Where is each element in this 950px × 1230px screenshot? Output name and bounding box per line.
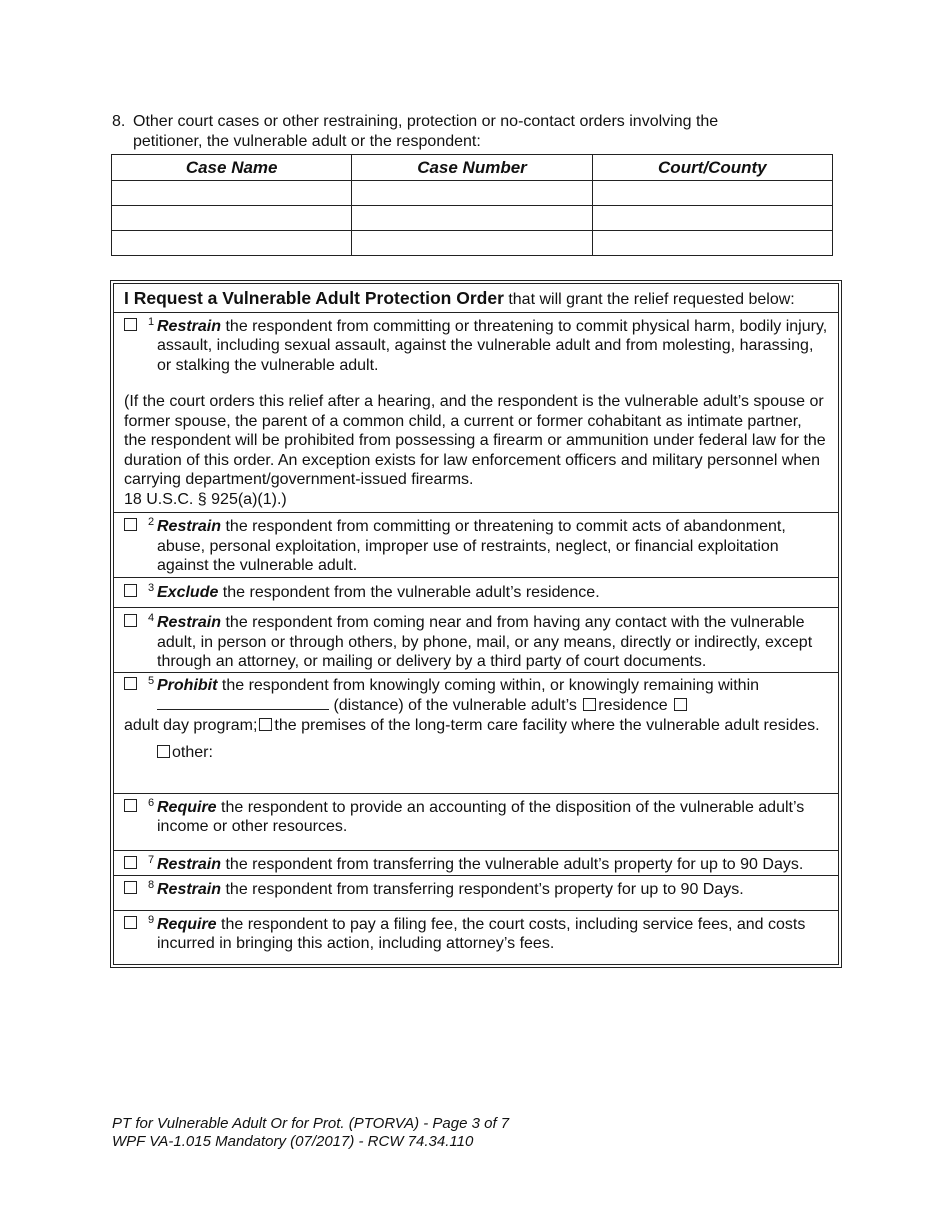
table-row — [112, 231, 833, 256]
item-verb: Restrain — [157, 855, 222, 873]
table-cell[interactable] — [112, 181, 352, 206]
item-text: the respondent from committing or threatening to commit physical harm, bodily injury, assault, including sexual assault, against the vulnerable adult and from molesting, harassing, or stalking the vulnerable adult. — [157, 317, 828, 374]
question-number: 8. — [112, 113, 126, 130]
page-footer — [112, 1115, 509, 1151]
item-text: the respondent from coming near and from having any contact with the vulnerable adult, in person or through others, by phone, mail, or any means, directly or indirectly, except through an attorney, or mailing or delivery by a third party of court documents. — [157, 614, 813, 670]
other-option — [124, 743, 828, 763]
item-text: the respondent to pay a filing fee, the court costs, including service fees, and costs incurred in bringing this action, including attorney’s fees. — [157, 915, 806, 952]
relief-item-6 — [114, 793, 838, 850]
residence-label: residence — [598, 697, 668, 714]
item-verb: Restrain — [157, 317, 222, 335]
item-verb: Require — [157, 798, 217, 816]
item-number: 9 — [148, 913, 155, 926]
item-number: 4 — [148, 612, 155, 624]
relief-checkbox-2[interactable] — [124, 518, 137, 531]
request-heading-bold: I Request a Vulnerable Adult Protection Order — [124, 288, 504, 308]
item-text: the respondent from knowingly coming within, or knowingly remaining within — [217, 676, 760, 694]
relief-checkbox-1[interactable] — [124, 318, 137, 331]
table-header-row — [112, 155, 833, 181]
relief-item-4 — [114, 607, 838, 672]
item-number: 8 — [148, 879, 155, 891]
footer-line2: WPF VA-1.015 Mandatory (07/2017) - RCW 74.34.110 — [112, 1133, 474, 1150]
item-number: 7 — [148, 853, 155, 866]
item-text: the respondent to provide an accounting of the disposition of the vulnerable adult’s income or other resources. — [157, 798, 805, 835]
item-text: the respondent from the vulnerable adult’s residence. — [218, 583, 600, 601]
firearm-note: (If the court orders this relief after a hearing, and the respondent is the vulnerable adult’s spouse or former spouse, the parent of a common child, a current or former cohabitant as intimate partner, the respondent will be prohibited from possessing a firearm or ammunition under federal law for the duration of this order. An exception exists for law enforcement officers and military personnel when carrying department/government-issued firearms. — [124, 393, 826, 488]
footer-line1: PT for Vulnerable Adult Or for Prot. (PTORVA) - Page 3 of 7 — [112, 1115, 510, 1132]
request-heading-rest: that will grant the relief requested below: — [503, 291, 795, 308]
table-cell[interactable] — [352, 181, 592, 206]
item-text: the respondent from transferring the vulnerable adult’s property for up to 90 Days. — [221, 855, 804, 873]
relief-item-5 — [114, 672, 838, 793]
table-cell[interactable] — [112, 206, 352, 231]
table-row — [112, 181, 833, 206]
item-verb: Restrain — [157, 881, 222, 898]
distance-input[interactable] — [157, 695, 329, 710]
item-number: 3 — [148, 581, 155, 594]
relief-item-2 — [114, 512, 838, 577]
header-case-name: Case Name — [112, 155, 352, 181]
workplace-checkbox[interactable] — [674, 698, 687, 711]
relief-checkbox-7[interactable] — [124, 856, 137, 869]
item-number: 6 — [148, 796, 155, 809]
table-cell[interactable] — [592, 206, 832, 231]
other-checkbox[interactable] — [157, 745, 170, 758]
item-verb: Restrain — [157, 614, 222, 631]
question-text-line2: petitioner, the vulnerable adult or the respondent: — [133, 132, 481, 150]
distance-label: (distance) of the vulnerable adult’s — [329, 697, 582, 714]
item-verb: Require — [157, 915, 217, 933]
item-text: the respondent from committing or threatening to commit acts of abandonment, abuse, personal exploitation, improper use of restraints, neglect, or financial exploitation against the vulnerable adult. — [157, 518, 786, 574]
item-number: 1 — [148, 315, 155, 328]
item-verb: Restrain — [157, 518, 222, 535]
item-text: the respondent from transferring respondent’s property for up to 90 Days. — [221, 881, 744, 898]
item-verb: Prohibit — [157, 676, 218, 694]
relief-checkbox-9[interactable] — [124, 916, 137, 929]
residence-checkbox[interactable] — [583, 698, 596, 711]
relief-checkbox-6[interactable] — [124, 799, 137, 812]
item5-options-line — [124, 716, 828, 736]
item-verb: Exclude — [157, 583, 219, 601]
relief-item-9 — [114, 910, 838, 964]
ltc-facility-checkbox[interactable] — [259, 718, 272, 731]
request-heading — [114, 284, 838, 312]
header-court-county: Court/County — [592, 155, 832, 181]
item-number: 5 — [148, 674, 155, 687]
relief-checkbox-4[interactable] — [124, 614, 137, 627]
ltc-facility-label: the premises of the long-term care facility where the vulnerable adult resides. — [274, 716, 820, 734]
header-case-number: Case Number — [352, 155, 592, 181]
table-cell[interactable] — [592, 181, 832, 206]
relief-item-7 — [114, 850, 838, 876]
relief-checkbox-3[interactable] — [124, 584, 137, 597]
table-row — [112, 206, 833, 231]
table-cell[interactable] — [112, 231, 352, 256]
item-number: 2 — [148, 516, 155, 528]
case-table — [111, 154, 833, 256]
question-8 — [112, 112, 832, 151]
firearm-citation: 18 U.S.C. § 925(a)(1).) — [124, 490, 287, 508]
table-cell[interactable] — [352, 231, 592, 256]
table-cell[interactable] — [592, 231, 832, 256]
relief-checkbox-5[interactable] — [124, 677, 137, 690]
other-label: other: — [172, 744, 213, 761]
question-text-line1: Other court cases or other restraining, protection or no-contact orders involving the — [133, 113, 719, 130]
adult-day-label: adult day program; — [124, 716, 258, 734]
relief-item-1 — [114, 312, 838, 513]
relief-item-8 — [114, 875, 838, 910]
table-cell[interactable] — [352, 206, 592, 231]
relief-item-3 — [114, 577, 838, 608]
relief-checkbox-8[interactable] — [124, 881, 137, 894]
request-box — [110, 280, 842, 968]
